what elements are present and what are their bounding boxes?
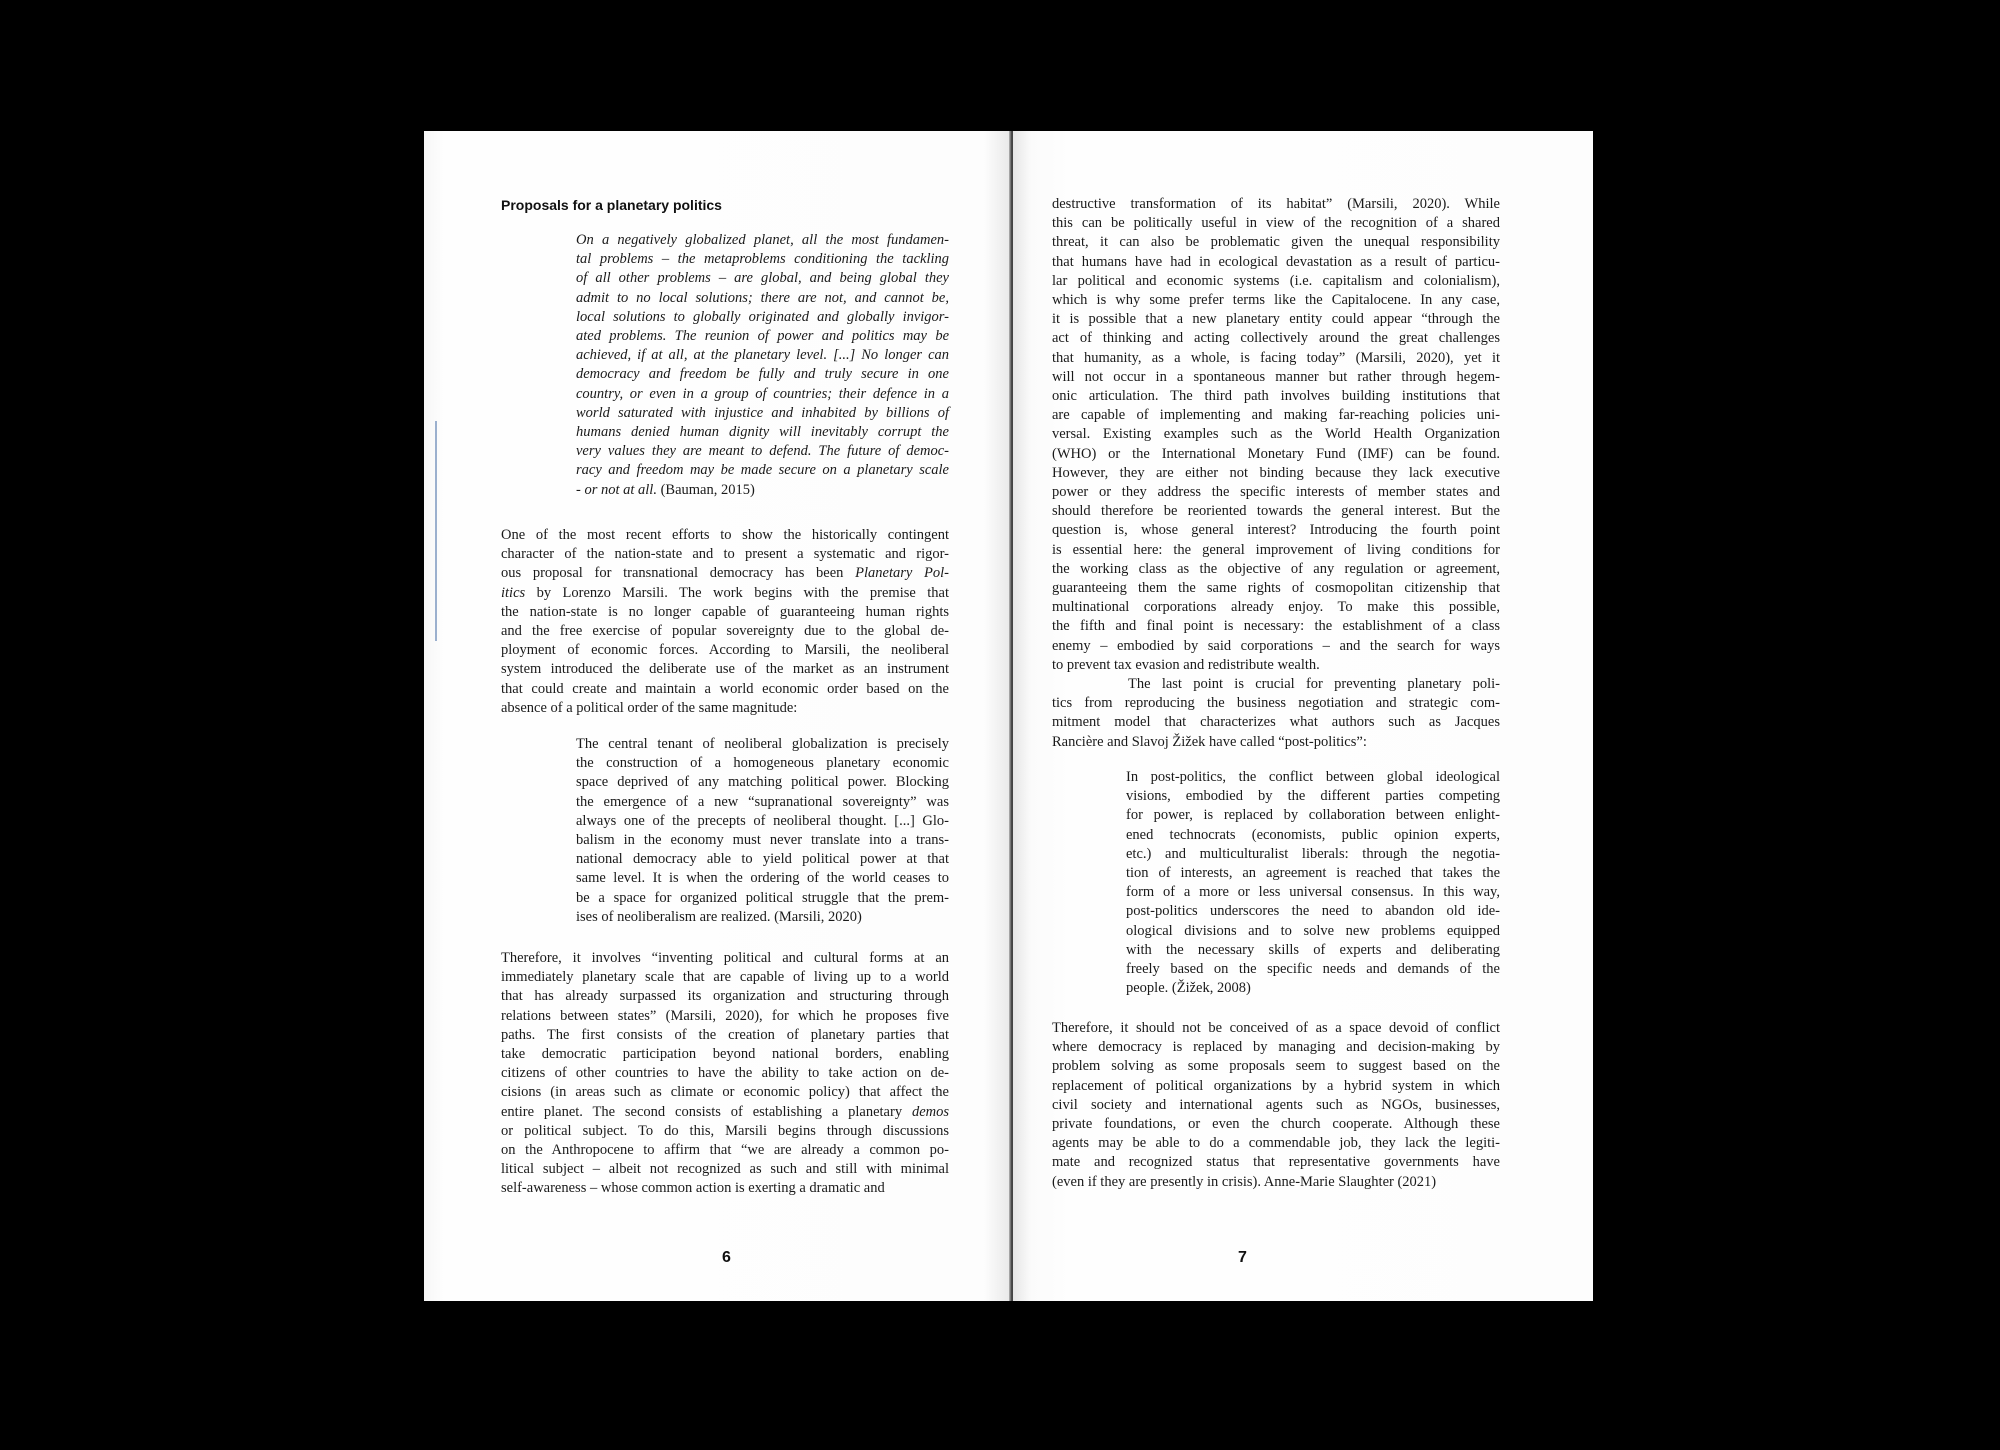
block-quote-marsili xyxy=(576,735,949,927)
text-line: racy and freedom may be made secure on a planetary scale xyxy=(576,462,949,479)
text-line: problem solving as some proposals seem to suggest based on the xyxy=(1052,1058,1500,1075)
text-line: However, they are either not binding because they lack executive xyxy=(1052,464,1500,481)
text-line: tics from reproducing the business negotiation and strategic com- xyxy=(1052,695,1500,712)
text-line: that humanity, as a whole, is facing today” (Marsili, 2020), yet it xyxy=(1052,349,1500,366)
text-line: character of the nation-state and to present a systematic and rigor- xyxy=(501,546,949,563)
text-line: ployment of economic forces. According to Marsili, the neoliberal xyxy=(501,642,949,659)
text-line: litical subject – albeit not recognized as such and still with minimal xyxy=(501,1161,949,1178)
text-line: Therefore, it involves “inventing political and cultural forms at an xyxy=(501,950,949,966)
text-line: paths. The first consists of the creation of planetary parties that xyxy=(501,1026,949,1043)
text-line: power or they address the specific interests of member states and xyxy=(1052,484,1500,501)
text-line: and the free exercise of popular sovereignty due to the global de- xyxy=(501,623,949,640)
text-line: post-politics underscores the need to abandon old ide- xyxy=(1126,903,1500,920)
text-line: Therefore, it should not be conceived of as a space devoid of conflict xyxy=(1052,1020,1500,1036)
text-line: immediately planetary scale that are capable of living up to a world xyxy=(501,969,949,986)
text-line: will not occur in a spontaneous manner but rather through hegem- xyxy=(1052,368,1500,385)
text-line: (WHO) or the International Monetary Fund (IMF) can be found. xyxy=(1052,445,1500,462)
section-heading: Proposals for a planetary politics xyxy=(501,197,722,213)
text-line: achieved, if at all, at the planetary level. [...] No longer can xyxy=(576,347,949,364)
text-line: country, or even in a group of countries; their defence in a xyxy=(576,385,949,402)
text-line: self-awareness – whose common action is exerting a dramatic and xyxy=(501,1180,885,1197)
text-line: should therefore be reoriented towards the general interest. But the xyxy=(1052,503,1500,520)
text-line: entire planet. The second consists of establishing a planetary demos xyxy=(501,1103,949,1120)
text-line: destructive transformation of its habitat” (Marsili, 2020). While xyxy=(1052,196,1500,212)
text-line: onic articulation. The third path involves building institutions that xyxy=(1052,388,1500,405)
text-line: absence of a political order of the same magnitude: xyxy=(501,699,798,716)
text-line: ises of neoliberalism are realized. (Marsili, 2020) xyxy=(576,908,862,925)
text-line: private foundations, or even the church cooperate. Although these xyxy=(1052,1116,1500,1133)
text-line: On a negatively globalized planet, all the most fundamen- xyxy=(576,232,949,248)
text-line: that humans have had in ecological devastation as a result of particu- xyxy=(1052,253,1500,270)
text-line: the working class as the objective of any regulation or agreement, xyxy=(1052,560,1500,577)
page-number: 6 xyxy=(722,1249,731,1266)
text-line: (even if they are presently in crisis). Anne-Marie Slaughter (2021) xyxy=(1052,1173,1437,1190)
text-line: lar political and economic systems (i.e. capitalism and colonialism), xyxy=(1052,272,1500,289)
text-line: relations between states” (Marsili, 2020), for which he proposes five xyxy=(501,1007,949,1024)
page-edge-mark xyxy=(435,421,437,641)
text-line: agents may be able to do a commendable job, they lack the legiti- xyxy=(1052,1135,1500,1152)
text-line: with the necessary skills of experts and deliberating xyxy=(1126,941,1500,958)
text-line: this can be politically useful in view of the recognition of a shared xyxy=(1052,215,1500,232)
text-line: ated problems. The reunion of power and politics may be xyxy=(576,328,949,345)
text-line: to prevent tax evasion and redistribute wealth. xyxy=(1052,656,1320,673)
text-line: The central tenant of neoliberal globalization is precisely xyxy=(576,736,949,752)
text-line: balism in the economy must never translate into a trans- xyxy=(576,832,949,849)
text-line: people. (Žižek, 2008) xyxy=(1126,980,1251,997)
block-quote-zizek xyxy=(1126,768,1500,998)
paragraph-1 xyxy=(501,526,949,718)
text-line: - or not at all. (Bauman, 2015) xyxy=(576,481,755,498)
text-line: admit to no local solutions; there are not, and cannot be, xyxy=(576,289,949,306)
text-line: One of the most recent efforts to show the historically contingent xyxy=(501,527,949,543)
text-line: is essential here: the general improvement of living conditions for xyxy=(1052,541,1500,558)
text-line: civil society and international agents such as NGOs, businesses, xyxy=(1052,1096,1500,1113)
text-line: etc.) and multiculturalist liberals: through the negotia- xyxy=(1126,845,1500,862)
text-line: guaranteeing them the same rights of cosmopolitan citizenship that xyxy=(1052,580,1500,597)
text-line: The last point is crucial for preventing planetary poli- xyxy=(1128,676,1500,692)
text-line: ened technocrats (economists, public opinion experts, xyxy=(1126,826,1500,843)
text-line: it is possible that a new planetary entity could appear “through the xyxy=(1052,311,1500,328)
text-line: versal. Existing examples such as the World Health Organization xyxy=(1052,426,1500,443)
text-line: space deprived of any matching political power. Blocking xyxy=(576,774,949,791)
paragraph-2 xyxy=(501,949,949,1199)
text-line: multinational corporations already enjoy. To make this possible, xyxy=(1052,599,1500,616)
text-line: enemy – embodied by said corporations – and the search for ways xyxy=(1052,637,1500,654)
text-line: take democratic participation beyond national borders, enabling xyxy=(501,1046,949,1063)
book-spread xyxy=(424,131,1593,1301)
text-line: where democracy is replaced by managing and decision-making by xyxy=(1052,1039,1500,1056)
text-line: tion of interests, an agreement is reached that takes the xyxy=(1126,865,1500,882)
text-line: the fifth and final point is necessary: the establishment of a class xyxy=(1052,618,1500,635)
text-line: the nation-state is no longer capable of guaranteeing human rights xyxy=(501,603,949,620)
text-line: the construction of a homogeneous planetary economic xyxy=(576,755,949,772)
text-line: freely based on the specific needs and demands of the xyxy=(1126,961,1500,978)
text-line: of all other problems – are global, and being global they xyxy=(576,270,949,287)
paragraph-post-politics xyxy=(1052,675,1500,752)
text-line: ous proposal for transnational democracy has been Planetary Pol- xyxy=(501,565,949,582)
left-page xyxy=(424,131,1011,1301)
text-line: local solutions to globally originated and globally invigor- xyxy=(576,308,949,325)
text-line: form of a more or less universal consensus. In this way, xyxy=(1126,884,1500,901)
text-line: democracy and freedom be fully and truly secure in one xyxy=(576,366,949,383)
text-line: humans denied human dignity will inevitably corrupt the xyxy=(576,424,949,441)
text-line: be a space for organized political struggle that the prem- xyxy=(576,889,949,906)
text-line: that has already surpassed its organization and structuring through xyxy=(501,988,949,1005)
text-line: which is why some prefer terms like the Capitalocene. In any case, xyxy=(1052,292,1500,309)
paragraph-3 xyxy=(1052,1019,1500,1192)
text-line: are capable of implementing and making far-reaching policies uni- xyxy=(1052,407,1500,424)
text-line: Rancière and Slavoj Žižek have called “post-politics”: xyxy=(1052,733,1367,750)
text-line: ological divisions and to solve new problems equipped xyxy=(1126,922,1500,939)
text-line: cisions (in areas such as climate or economic policy) that affect the xyxy=(501,1084,949,1101)
text-line: act of thinking and acting collectively around the great challenges xyxy=(1052,330,1500,347)
text-line: system introduced the deliberate use of the market as an instrument xyxy=(501,661,949,678)
paragraph-continued xyxy=(1052,195,1500,675)
text-line: that could create and maintain a world economic order based on the xyxy=(501,680,949,697)
text-line: itics by Lorenzo Marsili. The work begins with the premise that xyxy=(501,584,949,601)
text-line: the emergence of a new “supranational sovereignty” was xyxy=(576,793,949,810)
text-line: or political subject. To do this, Marsili begins through discussions xyxy=(501,1122,949,1139)
text-line: In post-politics, the conflict between global ideological xyxy=(1126,769,1500,785)
text-line: for power, is replaced by collaboration between enlight- xyxy=(1126,807,1500,824)
text-line: world saturated with injustice and inhabited by billions of xyxy=(576,404,949,421)
text-line: mate and recognized status that representative governments have xyxy=(1052,1154,1500,1171)
text-line: national democracy able to yield political power at that xyxy=(576,851,949,868)
text-line: threat, it can also be problematic given the unequal responsibility xyxy=(1052,234,1500,251)
text-line: visions, embodied by the different parties competing xyxy=(1126,788,1500,805)
text-line: same level. It is when the ordering of the world ceases to xyxy=(576,870,949,887)
text-line: always one of the precepts of neoliberal thought. [...] Glo- xyxy=(576,812,949,829)
text-line: very values they are meant to defend. The future of democ- xyxy=(576,443,949,460)
page-number: 7 xyxy=(1238,1249,1247,1266)
epigraph xyxy=(576,231,949,500)
text-line: replacement of political organizations by a hybrid system in which xyxy=(1052,1077,1500,1094)
right-page xyxy=(1013,131,1593,1301)
text-line: on the Anthropocene to affirm that “we are already a common po- xyxy=(501,1142,949,1159)
text-line: tal problems – the metaproblems conditioning the tackling xyxy=(576,251,949,268)
text-line: mitment model that characterizes what authors such as Jacques xyxy=(1052,714,1500,731)
text-line: question is, whose general interest? Introducing the fourth point xyxy=(1052,522,1500,539)
text-line: citizens of other countries to have the ability to take action on de- xyxy=(501,1065,949,1082)
citation: (Bauman, 2015) xyxy=(656,481,755,498)
